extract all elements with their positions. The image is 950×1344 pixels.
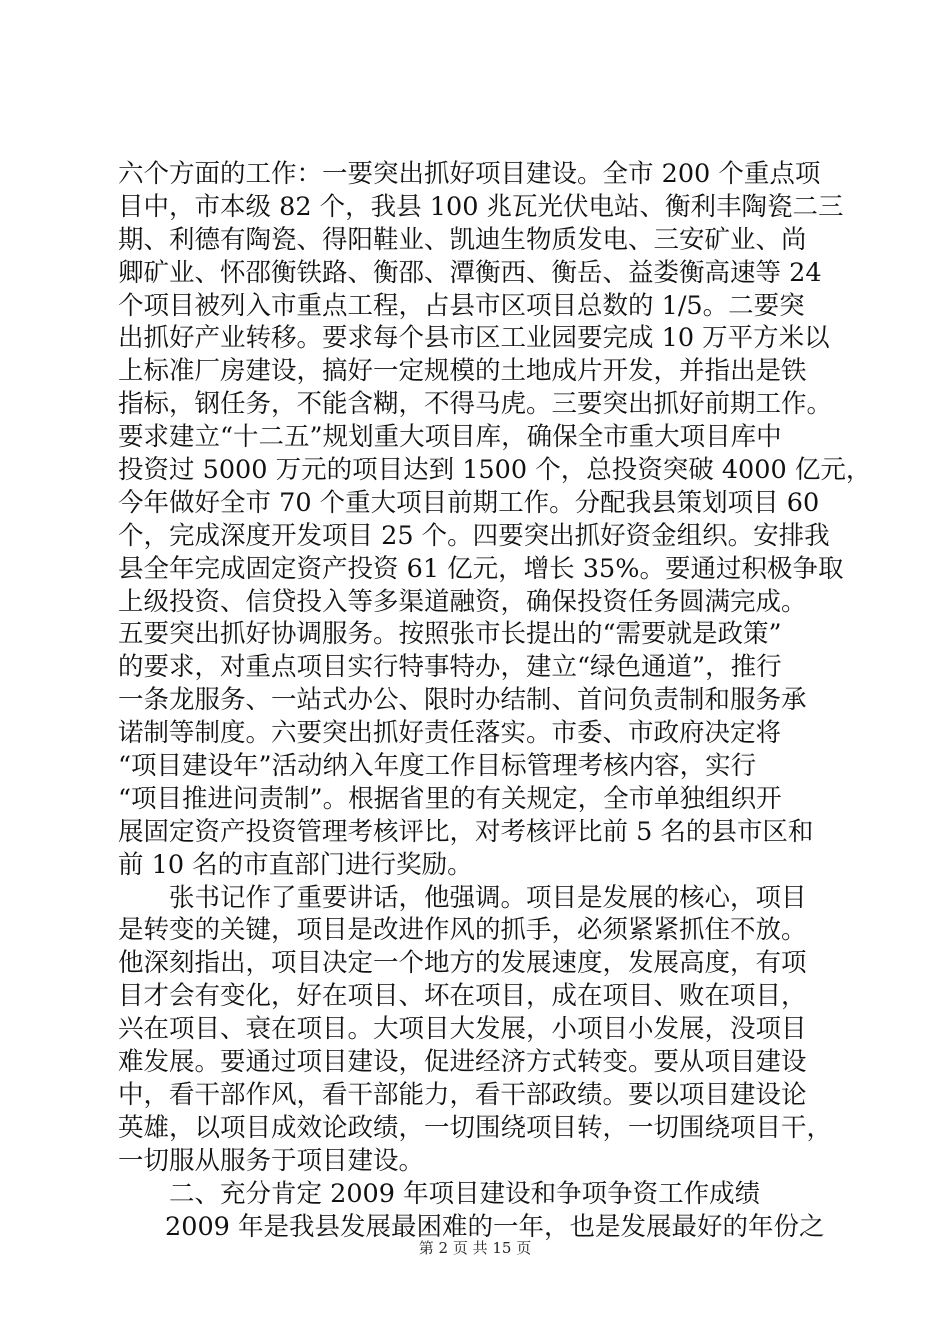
text-line: 展固定资产投资管理考核评比，对考核评比前 5 名的县市区和 — [118, 816, 814, 847]
text-line: 一条龙服务、一站式办公、限时办结制、首问负责制和服务承 — [118, 685, 807, 716]
body-text — [118, 158, 872, 1243]
text-line: 指标，钢任务，不能含糊，不得马虎。三要突出抓好前期工作。 — [118, 389, 833, 420]
text-line: “项目建设年”活动纳入年度工作目标管理考核内容，实行 — [118, 751, 757, 782]
text-line: 个，完成深度开发项目 25 个。四要突出抓好资金组织。安排我 — [118, 520, 830, 551]
text-line: 兴在项目、衰在项目。大项目大发展，小项目小发展，没项目 — [118, 1014, 807, 1045]
page-footer — [0, 1237, 950, 1258]
paragraph-start-line: 2009 年是我县发展最困难的一年，也是发展最好的年份之 — [165, 1211, 825, 1242]
text-line: 诺制等制度。六要突出抓好责任落实。市委、市政府决定将 — [118, 718, 782, 749]
text-line: 县全年完成固定资产投资 61 亿元，增长 35%。要通过积极争取 — [118, 553, 844, 584]
text-line: 目才会有变化，好在项目、坏在项目，成在项目、败在项目， — [118, 981, 807, 1012]
text-line: 期、利德有陶瓷、得阳鞋业、凯迪生物质发电、三安矿业、尚 — [118, 224, 807, 255]
text-line: 他深刻指出，项目决定一个地方的发展速度，发展高度，有项 — [118, 948, 807, 979]
text-line: 上标准厂房建设，搞好一定规模的土地成片开发，并指出是铁 — [118, 356, 807, 387]
text-line: 中，看干部作风，看干部能力，看干部政绩。要以项目建设论 — [118, 1079, 807, 1110]
text-line: 投资过 5000 万元的项目达到 1500 个，总投资突破 4000 亿元， — [118, 455, 872, 486]
text-line: 卿矿业、怀邵衡铁路、衡邵、潭衡西、衡岳、益娄衡高速等 24 — [118, 257, 822, 288]
text-line: 目中，市本级 82 个，我县 100 兆瓦光伏电站、衡利丰陶瓷二三 — [118, 191, 844, 222]
text-line: 是转变的关键，项目是改进作风的抓手，必须紧紧抓住不放。 — [118, 915, 807, 946]
paragraph-start-line: 张书记作了重要讲话，他强调。项目是发展的核心，项目 — [169, 882, 807, 913]
text-line: 出抓好产业转移。要求每个县市区工业园要完成 10 万平方米以 — [118, 323, 830, 354]
text-line: “项目推进问责制”。根据省里的有关规定，全市单独组织开 — [118, 783, 782, 814]
text-line: 的要求，对重点项目实行特事特办，建立“绿色通道”，推行 — [118, 652, 782, 683]
text-line: 五要突出抓好协调服务。按照张市长提出的“需要就是政策” — [118, 619, 782, 650]
text-line: 前 10 名的市直部门进行奖励。 — [118, 849, 473, 880]
text-line: 英雄，以项目成效论政绩，一切围绕项目转，一切围绕项目干， — [118, 1112, 833, 1143]
section-heading: 二、充分肯定 2009 年项目建设和争项争资工作成绩 — [169, 1178, 761, 1209]
text-line: 个项目被列入市重点工程，占县市区项目总数的 1/5。二要突 — [118, 290, 805, 321]
text-line: 六个方面的工作：一要突出抓好项目建设。全市 200 个重点项 — [118, 159, 821, 189]
text-line: 要求建立“十二五”规划重大项目库，确保全市重大项目库中 — [118, 422, 782, 453]
text-line: 今年做好全市 70 个重大项目前期工作。分配我县策划项目 60 — [118, 487, 820, 518]
text-line: 一切服从服务于项目建设。 — [118, 1145, 425, 1176]
text-line: 上级投资、信贷投入等多渠道融资，确保投资任务圆满完成。 — [118, 586, 807, 617]
page-number: 第 2 页 共 15 页 — [418, 1239, 532, 1257]
text-line: 难发展。要通过项目建设，促进经济方式转变。要从项目建设 — [118, 1047, 807, 1078]
